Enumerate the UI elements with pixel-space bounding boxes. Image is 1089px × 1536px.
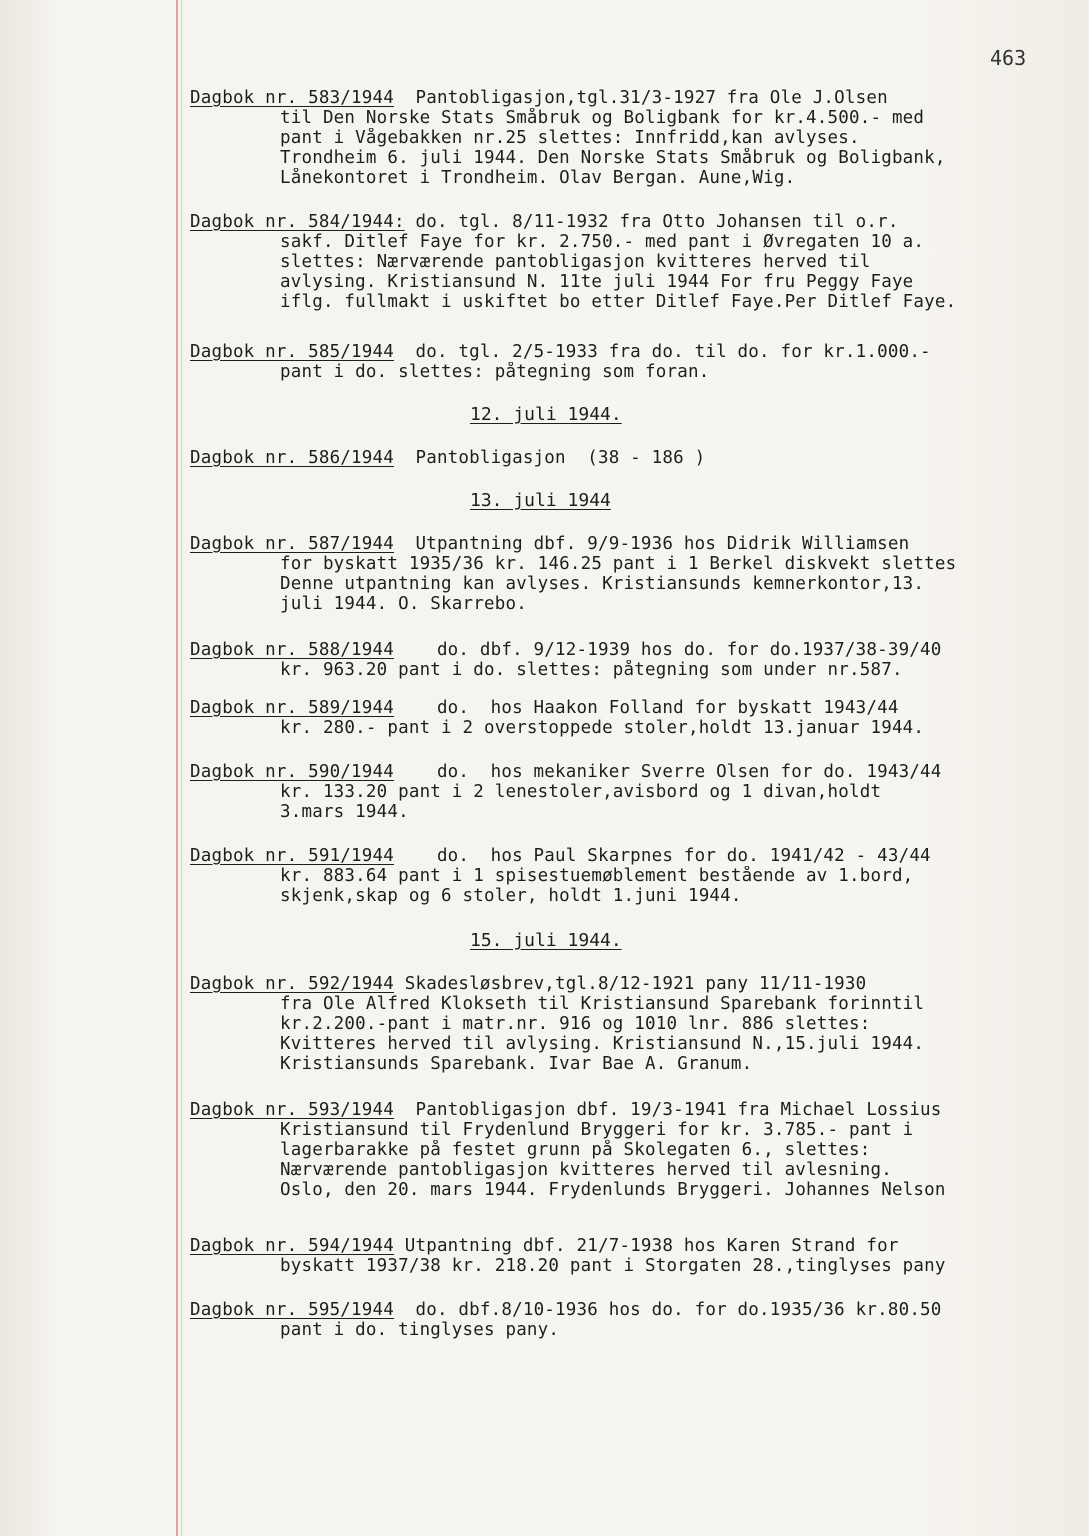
entry-line: fra Ole Alfred Klokseth til Kristiansund Sparebank forinntil — [280, 994, 925, 1014]
journal-entry-585 — [190, 342, 1070, 382]
date-heading: 13. juli 1944 — [470, 490, 611, 511]
entry-line: iflg. fullmakt i uskiftet bo etter Ditlef Faye.Per Ditlef Faye. — [280, 292, 957, 312]
entry-line: do. hos mekaniker Sverre Olsen for do. 1943/44 — [426, 762, 942, 782]
entry-line: Kristiansunds Sparebank. Ivar Bae A. Granum. — [280, 1054, 753, 1074]
journal-entry-593 — [190, 1100, 1070, 1200]
entry-line: do. tgl. 2/5-1933 fra do. til do. for kr.1.000.- — [415, 342, 931, 362]
entry-line: juli 1944. O. Skarrebo. — [280, 594, 527, 614]
entry-line: Nærværende pantobligasjon kvitteres herved til avlesning. — [280, 1160, 892, 1180]
date-heading: 12. juli 1944. — [470, 404, 622, 425]
entry-line: kr. 133.20 pant i 2 lenestoler,avisbord og 1 divan,holdt — [280, 782, 882, 802]
entry-line: Denne utpantning kan avlyses. Kristiansunds kemnerkontor,13. — [280, 574, 925, 594]
entry-line: Utpantning dbf. 21/7-1938 hos Karen Strand for — [404, 1236, 899, 1256]
margin-rule — [176, 0, 178, 1536]
entry-heading: Dagbok nr. 593/1944 — [190, 1100, 394, 1120]
date-heading: 15. juli 1944. — [470, 930, 622, 951]
entry-line: do. dbf. 9/12-1939 hos do. for do.1937/38-39/40 — [426, 640, 942, 660]
journal-entry-583 — [190, 88, 1070, 188]
entry-heading: Dagbok nr. 587/1944 — [190, 534, 394, 554]
entry-line: do. hos Haakon Folland for byskatt 1943/44 — [426, 698, 899, 718]
journal-entry-594 — [190, 1236, 1070, 1276]
entry-line: Pantobligasjon dbf. 19/3-1941 fra Michael Lossius — [415, 1100, 942, 1120]
journal-entry-588 — [190, 640, 1070, 680]
entry-line: lagerbarakke på festet grunn på Skolegaten 6., slettes: — [280, 1140, 871, 1160]
entry-line: slettes: Nærværende pantobligasjon kvitteres herved til — [280, 252, 871, 272]
journal-entry-592 — [190, 974, 1070, 1074]
entry-heading: Dagbok nr. 595/1944 — [190, 1300, 394, 1320]
entry-heading: Dagbok nr. 586/1944 — [190, 448, 394, 468]
entry-line: Kristiansund til Frydenlund Bryggeri for kr. 3.785.- pant i — [280, 1120, 914, 1140]
entry-heading: Dagbok nr. 583/1944 — [190, 88, 394, 108]
entry-line: do. hos Paul Skarpnes for do. 1941/42 - 43/44 — [426, 846, 931, 866]
entry-line: Pantobligasjon (38 - 186 ) — [415, 448, 706, 468]
journal-entry-589 — [190, 698, 1070, 738]
journal-entry-584 — [190, 212, 1070, 312]
journal-entry-591 — [190, 846, 1070, 906]
entry-line: til Den Norske Stats Småbruk og Boligbank for kr.4.500.- med — [280, 108, 925, 128]
entry-line: byskatt 1937/38 kr. 218.20 pant i Storgaten 28.,tinglyses pany — [280, 1256, 946, 1276]
journal-entry-586 — [190, 448, 1070, 468]
entry-heading: Dagbok nr. 592/1944 — [190, 974, 394, 994]
margin-rule-secondary — [181, 0, 182, 1536]
entry-line: sakf. Ditlef Faye for kr. 2.750.- med pant i Øvregaten 10 a. — [280, 232, 925, 252]
entry-line: kr.2.200.-pant i matr.nr. 916 og 1010 lnr. 886 slettes: — [280, 1014, 871, 1034]
entry-line: Skadesløsbrev,tgl.8/12-1921 pany 11/11-1930 — [404, 974, 867, 994]
entry-line: skjenk,skap og 6 stoler, holdt 1.juni 1944. — [280, 886, 742, 906]
entry-line: pant i Vågebakken nr.25 slettes: Innfridd,kan avlyses. — [280, 128, 860, 148]
entry-line: Pantobligasjon,tgl.31/3-1927 fra Ole J.Olsen — [415, 88, 888, 108]
entry-heading: Dagbok nr. 584/1944: — [190, 212, 405, 232]
page-number: 463 — [990, 46, 1027, 70]
entry-heading: Dagbok nr. 585/1944 — [190, 342, 394, 362]
entry-line: Utpantning dbf. 9/9-1936 hos Didrik Williamsen — [415, 534, 910, 554]
entry-line: do. dbf.8/10-1936 hos do. for do.1935/36 kr.80.50 — [415, 1300, 942, 1320]
entry-heading: Dagbok nr. 590/1944 — [190, 762, 394, 782]
entry-line: Kvitteres herved til avlysing. Kristiansund N.,15.juli 1944. — [280, 1034, 925, 1054]
entry-line: do. tgl. 8/11-1932 fra Otto Johansen til o.r. — [415, 212, 899, 232]
entry-line: avlysing. Kristiansund N. 11te juli 1944 For fru Peggy Faye — [280, 272, 914, 292]
entry-line: kr. 883.64 pant i 1 spisestuemøblement bestående av 1.bord, — [280, 866, 914, 886]
entry-line: kr. 963.20 pant i do. slettes: påtegning som under nr.587. — [280, 660, 903, 680]
entry-line: kr. 280.- pant i 2 overstoppede stoler,holdt 13.januar 1944. — [280, 718, 925, 738]
entry-line: pant i do. slettes: påtegning som foran. — [280, 362, 710, 382]
entry-heading: Dagbok nr. 594/1944 — [190, 1236, 394, 1256]
entry-heading: Dagbok nr. 591/1944 — [190, 846, 394, 866]
entry-heading: Dagbok nr. 589/1944 — [190, 698, 394, 718]
entry-line: for byskatt 1935/36 kr. 146.25 pant i 1 Berkel diskvekt slettes — [280, 554, 957, 574]
journal-entry-590 — [190, 762, 1070, 822]
journal-entry-587 — [190, 534, 1070, 614]
entry-heading: Dagbok nr. 588/1944 — [190, 640, 394, 660]
entry-line: Lånekontoret i Trondheim. Olav Bergan. Aune,Wig. — [280, 168, 796, 188]
entry-line: 3.mars 1944. — [280, 802, 409, 822]
entry-line: pant i do. tinglyses pany. — [280, 1320, 560, 1340]
entry-line: Trondheim 6. juli 1944. Den Norske Stats Småbruk og Boligbank, — [280, 148, 946, 168]
entry-line: Oslo, den 20. mars 1944. Frydenlunds Bryggeri. Johannes Nelson — [280, 1180, 946, 1200]
journal-entry-595 — [190, 1300, 1070, 1340]
